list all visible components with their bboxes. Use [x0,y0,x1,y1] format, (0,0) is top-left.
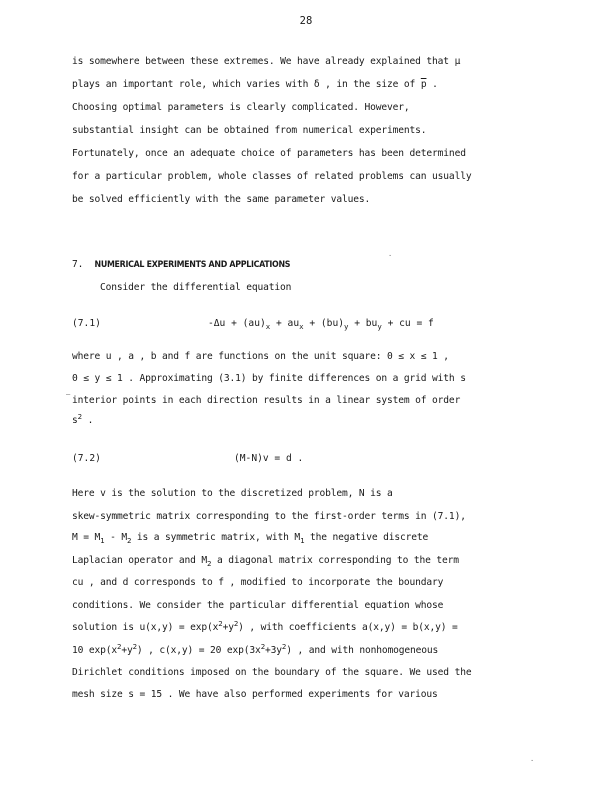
para1-line-7: be solved efficiently with the same parameter values. [72,194,371,205]
para1-line-4: substantial insight can be obtained from numerical experiments. [72,125,427,136]
para3-line-10: mesh size s = 15 . We have also performed experiments for various [72,689,438,700]
para2-line-1: where u , a , b and f are functions on the unit square: 0 ≤ x ≤ 1 , [72,351,449,362]
scan-speck-2: · [530,757,535,765]
para1-line-6: for a particular problem, whole classes of related problems can usually [72,171,472,182]
para2-line-3: interior points in each direction results in a linear system of order [72,395,461,406]
scan-mark: – [66,390,71,398]
para3-line-1: Here v is the solution to the discretized problem, N is a [72,488,393,499]
para2-line-4: $s^2$ . [72,411,94,426]
para3-line-3: $M = M_1 - M_2$ is a symmetric matrix, with $M_1$ the negative discrete [72,532,429,545]
para3-line-5: cu , and d corresponds to f , modified to incorporate the boundary [72,577,444,588]
para1-line-1: is somewhere between these extremes. We have already explained that μ [72,56,461,67]
para3-line-2: skew-symmetric matrix corresponding to the first-order terms in (7.1), [72,511,466,522]
eq72-formula: (M-N)v = d . [234,453,304,464]
para1-line-5: Fortunately, once an adequate choice of parameters has been determined [72,148,466,159]
scan-speck: · [388,252,393,260]
para3-line-6: conditions. We consider the particular differential equation whose [72,600,444,611]
section-heading [72,259,290,271]
section-intro: Consider the differential equation [100,282,292,293]
para1-line-2: plays an important role, which varies with δ , in the size of $\overline{p}$ . [72,79,438,90]
para3-line-7: solution is $u(x,y) = \exp(x^2+y^2)$ , with coefficients a(x,y) = b(x,y) = [72,618,458,633]
section-number: 7. [72,259,84,270]
section-title: NUMERICAL EXPERIMENTS AND APPLICATIONS [94,260,291,270]
eq71-formula: $-\Delta u + (au)_x + au_x + (bu)_y + bu_y$ + cu = f [208,318,434,331]
para1-line-3: Choosing optimal parameters is clearly complicated. However, [72,102,410,113]
eq71-label: (7.1) [72,318,101,329]
eq72-label: (7.2) [72,453,101,464]
para3-line-8: 10 $\exp(x^2+y^2)$ , c(x,y) = 20 $\exp(3x^2+3y^2)$ , and with nonhomogeneous [72,641,439,656]
para3-line-4: Laplacian operator and $M_2$ a diagonal matrix corresponding to the term [72,555,459,568]
para3-line-9: Dirichlet conditions imposed on the boundary of the square. We used the [72,667,472,678]
page-number: 28 [299,15,313,27]
para2-line-2: 0 ≤ y ≤ 1 . Approximating (3.1) by finite differences on a grid with s [72,373,466,384]
